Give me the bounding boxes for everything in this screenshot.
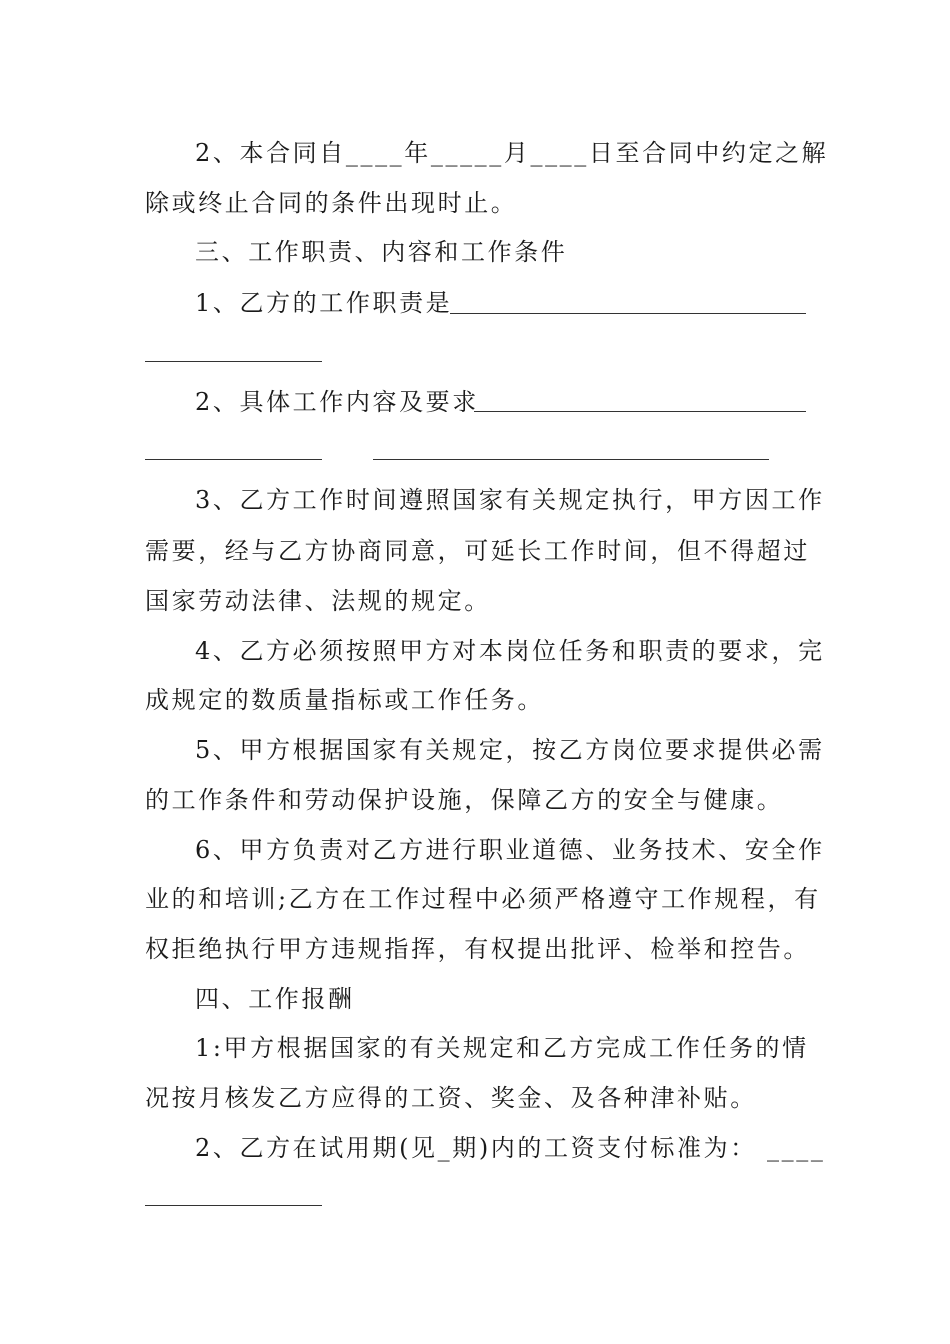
clause-pay-line-1: 1:甲方根据国家的有关规定和乙方完成工作任务的情 <box>195 1034 809 1062</box>
clause-conditions-line-1: 5、甲方根据国家有关规定，按乙方岗位要求提供必需 <box>195 736 825 764</box>
work-content-blank-line-2 <box>145 459 322 460</box>
clause-tasks-line-2: 成规定的数质量指标或工作任务。 <box>145 686 544 714</box>
clause-pay-line-2: 况按月核发乙方应得的工资、奖金、及各种津补贴。 <box>145 1084 757 1112</box>
section-heading-duties: 三、工作职责、内容和工作条件 <box>195 238 568 266</box>
clause-training-line-1: 6、甲方负责对乙方进行职业道德、业务技术、安全作 <box>195 836 825 864</box>
clause-hours-line-1: 3、乙方工作时间遵照国家有关规定执行，甲方因工作 <box>195 486 825 514</box>
work-content-blank-line-3 <box>373 459 769 460</box>
clause-probation-pay: 2、乙方在试用期(见_期)内的工资支付标准为： ____ <box>195 1134 826 1162</box>
clause-training-line-2: 业的和培训;乙方在工作过程中必须严格遵守工作规程，有 <box>145 885 821 913</box>
clause-duties: 1、乙方的工作职责是 <box>195 289 453 317</box>
section-heading-pay: 四、工作报酬 <box>195 985 355 1013</box>
clause-hours-line-2: 需要，经与乙方协商同意，可延长工作时间，但不得超过 <box>145 537 810 565</box>
clause-work-content: 2、具体工作内容及要求 <box>195 388 479 416</box>
clause-conditions-line-2: 的工作条件和劳动保护设施，保障乙方的安全与健康。 <box>145 786 784 814</box>
duties-blank-line <box>450 313 806 314</box>
work-content-blank-line <box>474 411 806 412</box>
clause-training-line-3: 权拒绝执行甲方违规指挥，有权提出批评、检举和控告。 <box>145 935 810 963</box>
clause-term-line-2: 除或终止合同的条件出现时止。 <box>145 189 518 217</box>
clause-tasks-line-1: 4、乙方必须按照甲方对本岗位任务和职责的要求，完 <box>195 637 825 665</box>
probation-pay-blank-line <box>145 1205 322 1206</box>
duties-blank-line-2 <box>145 361 322 362</box>
clause-term-line-1: 2、本合同自____年_____月____日至合同中约定之解 <box>195 139 829 167</box>
clause-hours-line-3: 国家劳动法律、法规的规定。 <box>145 587 491 615</box>
